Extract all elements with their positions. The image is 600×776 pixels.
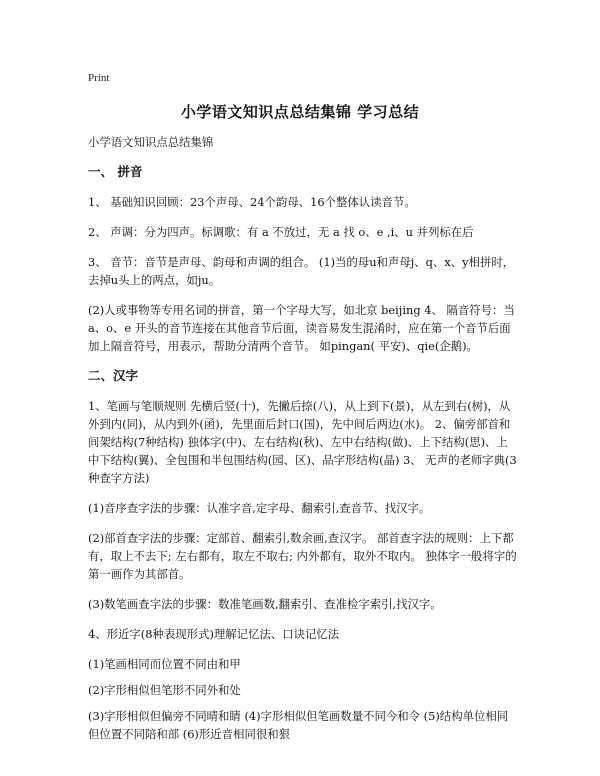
paragraph: 1、笔画与笔顺规则 先横后竖(十)，先撇后捺(八)，从上到下(景)，从左到右(树)，从外到内(同)，从内到外(函)，先里面后封口(国)，先中间后两边(水)。 2、偏旁部首和间架结构(7种结构) 独体字(中)、左右结构(秋)、左中右结构(做)、上下结构(思)、上中下结构(翼)、全包围和半包围结构(园、区)、品字形结构(晶) 3、 无声的老师字典(3种查字方法) [88, 399, 517, 485]
section-heading-pinyin: 一、 拼音 [88, 164, 143, 179]
section-heading-hanzi: 二、汉字 [88, 368, 139, 383]
paragraph: 1、 基础知识回顾：23个声母、24个韵母、16个整体认读音节。 [88, 195, 416, 209]
paragraph: (3)数笔画查字法的步骤：数准笔画数,翻索引、查准检字索引,找汉字。 [88, 597, 442, 611]
paragraph: 4、形近字(8种表现形式)理解记忆法、口诀记忆法 [88, 627, 340, 641]
document-subtitle: 小学语文知识点总结集锦 [88, 135, 214, 149]
document-body [88, 133, 518, 755]
paragraph: (2)人或事物等专用名词的拼音，第一个字母大写，如北京 beijing 4、 隔音符号：当a、o、e 开头的音节连接在其他音节后面，读音易发生混淆时，应在第一个音节后面加上隔音符号，用表示，帮助分清两个音节。 如pingan( 平安)、qie(企鹅)。 [88, 303, 515, 353]
paragraph: 2、 声调：分为四声。标调歌：有 a 不放过，无 a 找 o、e ,i、u 并列标在后 [88, 225, 474, 239]
print-label: Print [88, 72, 110, 84]
paragraph: (2)字形相似但笔形不同外和处 [88, 683, 241, 697]
paragraph: (1)音序查字法的步骤：认准字音,定字母、翻索引,查音节、找汉字。 [88, 501, 431, 515]
document-title: 小学语文知识点总结集锦 学习总结 [180, 103, 420, 121]
paragraph: (3)字形相似但偏旁不同晴和睛 (4)字形相似但笔画数量不同今和令 (5)结构单位相同但位置不同陪和部 (6)形近音相同很和狠 [88, 709, 509, 741]
paragraph: 3、 音节：音节是声母、韵母和声调的组合。 (1)当的母u和声母j、q、x、y相拼时，去掉u头上的两点，如ju。 [88, 255, 515, 287]
paragraph: (1)笔画相同而位置不同由和甲 [88, 657, 241, 671]
paragraph: (2)部首查字法的步骤：定部首、翻索引,数余画,查汉字。 部首查字法的规则：上下都有，取上不去下; 左右都有，取左不取右; 内外都有，取外不取内。 独体字一般将字的第一画作为其部首。 [88, 531, 517, 581]
